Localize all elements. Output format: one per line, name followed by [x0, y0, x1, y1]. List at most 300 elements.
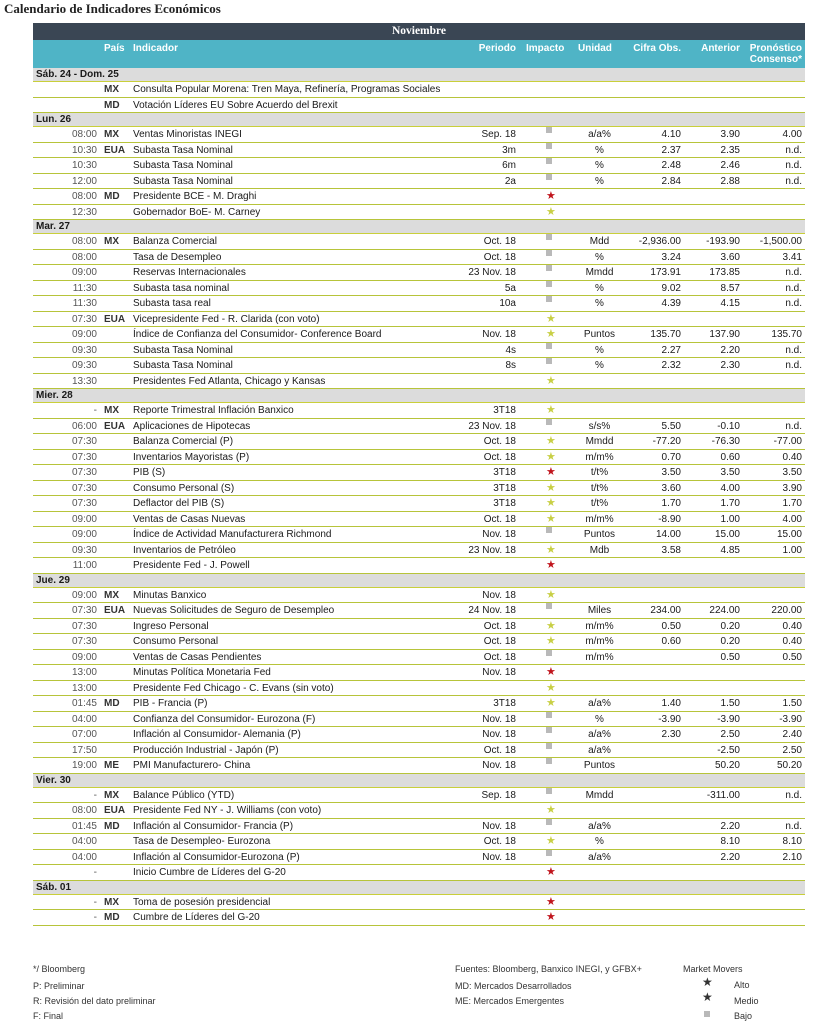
time-cell: - [93, 789, 97, 801]
unit-cell: % [595, 344, 604, 356]
observed-cell: 5.50 [661, 420, 681, 432]
unit-cell: a/a% [588, 129, 611, 140]
observed-cell: -77.20 [652, 436, 681, 447]
unit-cell: % [595, 298, 604, 309]
indicator-cell: Votación Líderes EU Sobre Acuerdo del Brexit [133, 99, 338, 111]
time-cell: 07:30 [71, 498, 97, 509]
previous-cell: 8.10 [720, 836, 740, 847]
previous-cell: 4.00 [720, 482, 740, 494]
period-cell: 8s [505, 360, 516, 371]
period-cell: 4s [505, 344, 516, 356]
time-cell: 09:00 [71, 651, 97, 663]
indicator-cell: Presidente Fed - J. Powell [133, 560, 250, 571]
pais-cell: MX [104, 589, 119, 601]
indicator-cell: PIB (S) [133, 467, 166, 478]
table-row [33, 82, 805, 98]
table-row: 07:30 Inventarios Mayoristas (P) Oct. 18 m/m% 0.70 0.60 0.40 ★ [33, 450, 805, 466]
previous-cell: 2.20 [720, 820, 740, 832]
period-cell: Nov. 18 [482, 713, 516, 725]
table-row [33, 712, 805, 728]
period-cell: Nov. 18 [482, 820, 516, 832]
unit-cell: % [595, 282, 604, 294]
table-row [33, 603, 805, 619]
alto-star-icon: ★ [702, 975, 713, 989]
forecast-cell: 0.40 [782, 620, 802, 632]
observed-cell: -3.90 [658, 713, 681, 725]
period-cell: 23 Nov. 18 [468, 267, 516, 278]
time-cell: - [93, 912, 97, 923]
col-consenso: Consenso* [749, 54, 802, 65]
forecast-cell: 3.90 [782, 482, 802, 494]
indicator-cell: Subasta Tasa Nominal [133, 175, 233, 187]
indicator-cell: Ventas de Casas Pendientes [133, 651, 262, 663]
forecast-cell: 2.40 [782, 729, 802, 740]
unit-cell: % [595, 175, 604, 187]
observed-cell: 3.58 [661, 544, 681, 556]
unit-cell: % [595, 836, 604, 847]
unit-cell: % [595, 144, 604, 156]
time-cell: 12:00 [71, 175, 97, 187]
time-cell: 13:00 [71, 682, 97, 694]
table-row: 13:30 Presidentes Fed Atlanta, Chicago y Kansas ★ [33, 374, 805, 390]
table-row: 07:30 EUA Vicepresidente Fed - R. Clarida (con voto) ★ [33, 312, 805, 328]
forecast-cell: 135.70 [771, 329, 802, 340]
time-cell: - [93, 405, 97, 416]
time-cell: 08:00 [71, 236, 97, 247]
time-cell: 11:30 [72, 298, 97, 309]
pais-cell: EUA [104, 313, 126, 325]
indicator-cell: Consumo Personal [133, 636, 219, 647]
day-header: Mar. 27 [33, 220, 805, 234]
col-unidad: Unidad [578, 43, 612, 54]
indicator-cell: Presidente Fed NY - J. Williams (con voto) [133, 805, 322, 816]
period-cell: Nov. 18 [482, 851, 516, 863]
time-cell: 04:00 [71, 836, 97, 847]
previous-cell: 1.00 [720, 513, 740, 525]
observed-cell: 0.60 [661, 636, 681, 647]
indicator-cell: Cumbre de Líderes del G-20 [133, 912, 260, 923]
time-cell: 09:00 [71, 267, 97, 278]
period-cell: Oct. 18 [483, 744, 516, 756]
time-cell: 17:50 [71, 744, 97, 756]
unit-cell: m/m% [585, 451, 614, 463]
time-cell: 07:30 [71, 482, 97, 494]
indicator-cell: Nuevas Solicitudes de Seguro de Desempleo [133, 605, 335, 616]
table-row: 12:30 Gobernador BoE- M. Carney ★ [33, 205, 805, 221]
table-row [33, 788, 805, 804]
indicator-cell: Índice de Actividad Manufacturera Richmond [133, 529, 332, 540]
col-cifra: Cifra Obs. [633, 43, 681, 54]
unit-cell: % [595, 713, 604, 725]
forecast-cell: 3.50 [782, 467, 802, 478]
observed-cell: 173.91 [650, 267, 681, 278]
pais-cell: EUA [104, 144, 126, 156]
table-row [33, 250, 805, 266]
time-cell: 07:30 [71, 605, 97, 616]
previous-cell: 4.85 [720, 544, 740, 556]
pais-cell: MD [104, 912, 120, 923]
table-row: 07:30 Balanza Comercial (P) Oct. 18 Mmdd -77.20 -76.30 -77.00 ★ [33, 434, 805, 450]
day-header: Sáb. 24 - Dom. 25 [33, 68, 805, 82]
indicator-cell: Deflactor del PIB (S) [133, 498, 225, 509]
indicator-cell: Subasta tasa real [133, 298, 211, 309]
forecast-cell: 1.70 [782, 498, 802, 509]
indicator-cell: Ventas de Casas Nuevas [133, 513, 246, 525]
observed-cell: 2.27 [661, 344, 681, 356]
forecast-cell: 4.00 [782, 129, 802, 140]
indicator-cell: Balanza Comercial (P) [133, 436, 234, 447]
day-header: Vier. 30 [33, 774, 805, 788]
table-row: - MD Cumbre de Líderes del G-20 ★ [33, 910, 805, 926]
indicator-cell: Balanza Comercial [133, 236, 217, 247]
previous-cell: -2.50 [717, 744, 740, 756]
indicator-cell: Tasa de Desempleo [133, 251, 222, 263]
previous-cell: 0.60 [720, 451, 740, 463]
unit-cell: a/a% [588, 729, 611, 740]
indicator-cell: Gobernador BoE- M. Carney [133, 206, 261, 218]
previous-cell: 2.20 [720, 344, 740, 356]
table-row: 09:00 Ventas de Casas Nuevas Oct. 18 m/m% -8.90 1.00 4.00 ★ [33, 512, 805, 528]
forecast-cell: 4.00 [782, 513, 802, 525]
forecast-cell: -77.00 [773, 436, 802, 447]
table-row [33, 127, 805, 143]
indicator-cell: Inventarios Mayoristas (P) [133, 451, 250, 463]
period-cell: 3T18 [493, 482, 516, 494]
indicator-cell: Balance Público (YTD) [133, 789, 235, 801]
previous-cell: 0.20 [720, 620, 740, 632]
note-revision: R: Revisión del dato preliminar [33, 996, 156, 1006]
forecast-cell: 3.41 [782, 251, 802, 263]
observed-cell: 2.30 [661, 729, 681, 740]
indicator-cell: Minutas Política Monetaria Fed [133, 667, 271, 678]
period-cell: 3T18 [493, 498, 516, 509]
time-cell: 11:00 [72, 560, 97, 571]
unit-cell: m/m% [585, 651, 614, 663]
time-cell: 13:00 [71, 667, 97, 678]
period-cell: Oct. 18 [483, 251, 516, 263]
observed-cell: 2.37 [661, 144, 681, 156]
unit-cell: a/a% [588, 744, 611, 756]
forecast-cell: 1.00 [782, 544, 802, 556]
time-cell: 07:30 [71, 467, 97, 478]
forecast-cell: n.d. [785, 344, 802, 356]
previous-cell: -0.10 [717, 420, 740, 432]
period-cell: 6m [502, 160, 516, 171]
unit-cell: a/a% [588, 851, 611, 863]
period-cell: 2a [504, 175, 516, 187]
period-cell: 3T18 [493, 405, 516, 416]
pais-cell: EUA [104, 805, 126, 816]
forecast-cell: 15.00 [776, 529, 802, 540]
time-cell: 09:00 [71, 589, 97, 601]
table-row [33, 419, 805, 435]
forecast-cell: 50.20 [776, 760, 802, 771]
indicator-cell: Ventas Minoristas INEGI [133, 129, 242, 140]
forecast-cell: n.d. [785, 360, 802, 371]
indicator-cell: Presidentes Fed Atlanta, Chicago y Kansas [133, 375, 326, 387]
previous-cell: 0.20 [720, 636, 740, 647]
table-row [33, 527, 805, 543]
legend-bajo: Bajo [734, 1011, 753, 1021]
time-cell: 04:00 [71, 713, 97, 725]
month-header: Noviembre [33, 23, 805, 40]
time-cell: - [93, 896, 97, 908]
time-cell: 01:45 [71, 698, 97, 709]
unit-cell: m/m% [585, 620, 614, 632]
time-cell: 19:00 [71, 760, 97, 771]
indicator-cell: Subasta Tasa Nominal [133, 344, 233, 356]
previous-cell: -193.90 [706, 236, 740, 247]
forecast-cell: 0.40 [782, 451, 802, 463]
previous-cell: 0.50 [720, 651, 740, 663]
previous-cell: 224.00 [709, 605, 740, 616]
table-row: 11:00 Presidente Fed - J. Powell ★ [33, 558, 805, 574]
unit-cell: m/m% [585, 513, 614, 525]
time-cell: 09:30 [71, 544, 97, 556]
indicator-cell: Inflación al Consumidor-Eurozona (P) [133, 851, 300, 863]
bajo-square-icon [704, 1008, 710, 1018]
forecast-cell: n.d. [785, 820, 802, 832]
time-cell: 12:30 [71, 206, 97, 218]
time-cell: 09:00 [71, 513, 97, 525]
footer-me: ME: Mercados Emergentes [455, 996, 565, 1006]
previous-cell: 4.15 [720, 298, 740, 309]
period-cell: Oct. 18 [483, 436, 516, 447]
indicator-cell: Presidente BCE - M. Draghi [133, 191, 257, 202]
previous-cell: 50.20 [714, 760, 740, 771]
table-row: 07:30 Ingreso Personal Oct. 18 m/m% 0.50 0.20 0.40 ★ [33, 619, 805, 635]
pais-cell: EUA [104, 605, 126, 616]
period-cell: Oct. 18 [483, 451, 516, 463]
unit-cell: Puntos [583, 529, 616, 540]
day-header: Sáb. 01 [33, 881, 805, 895]
previous-cell: 3.90 [720, 129, 740, 140]
table-row [33, 265, 805, 281]
period-cell: 23 Nov. 18 [468, 420, 516, 432]
table-row [33, 234, 805, 250]
forecast-cell: n.d. [785, 298, 802, 309]
period-cell: Sep. 18 [481, 789, 516, 801]
unit-cell: a/a% [588, 698, 611, 709]
time-cell: 01:45 [71, 820, 97, 832]
previous-cell: 1.50 [720, 698, 740, 709]
time-cell: 07:00 [71, 729, 97, 740]
pais-cell: MD [104, 820, 120, 832]
footer-fuentes: Fuentes: Bloomberg, Banxico INEGI, y GFBX+ [455, 964, 642, 974]
forecast-cell: n.d. [785, 144, 802, 156]
time-cell: 07:30 [71, 620, 97, 632]
indicator-cell: Subasta Tasa Nominal [133, 160, 233, 171]
indicator-cell: Reservas Internacionales [133, 267, 246, 278]
indicator-cell: Vicepresidente Fed - R. Clarida (con voto) [133, 313, 320, 325]
unit-cell: t/t% [590, 498, 609, 509]
table-row: 09:00 Índice de Confianza del Consumidor- Conference Board Nov. 18 Puntos 135.70 137.90 135.70 ★ [33, 327, 805, 343]
period-cell: Nov. 18 [482, 529, 516, 540]
time-cell: 07:30 [71, 636, 97, 647]
medio-star-icon: ★ [702, 990, 713, 1004]
time-cell: 10:30 [71, 160, 97, 171]
time-cell: - [93, 867, 97, 878]
period-cell: Nov. 18 [482, 329, 516, 340]
indicator-cell: Ingreso Personal [133, 620, 209, 632]
indicator-cell: Subasta Tasa Nominal [133, 360, 233, 371]
indicator-cell: Aplicaciones de Hipotecas [133, 420, 251, 432]
time-cell: 11:30 [72, 282, 97, 294]
forecast-cell: -1,500.00 [759, 236, 802, 247]
pais-cell: MX [104, 789, 119, 801]
forecast-cell: 220.00 [771, 605, 802, 616]
indicator-cell: Presidente Fed Chicago - C. Evans (sin voto) [133, 682, 334, 694]
period-cell: 23 Nov. 18 [468, 544, 516, 556]
forecast-cell: n.d. [785, 420, 802, 432]
indicator-cell: Minutas Banxico [133, 589, 207, 601]
observed-cell: -8.90 [658, 513, 681, 525]
table-row: 07:30 PIB (S) 3T18 t/t% 3.50 3.50 3.50 ★ [33, 465, 805, 481]
table-row [33, 296, 805, 312]
period-cell: Oct. 18 [483, 636, 516, 647]
observed-cell: 4.39 [661, 298, 681, 309]
previous-cell: -76.30 [711, 436, 740, 447]
table-row: 07:30 Consumo Personal Oct. 18 m/m% 0.60 0.20 0.40 ★ [33, 634, 805, 650]
table-row: 04:00 Tasa de Desempleo- Eurozona Oct. 18 % 8.10 8.10 ★ [33, 834, 805, 850]
previous-cell: 137.90 [709, 329, 740, 340]
unit-cell: Miles [587, 605, 612, 616]
observed-cell: 1.70 [661, 498, 681, 509]
market-movers-title: Market Movers [683, 964, 743, 974]
observed-cell: 3.60 [661, 482, 681, 494]
footer-md: MD: Mercados Desarrollados [455, 981, 572, 991]
indicator-cell: Toma de posesión presidencial [133, 896, 271, 908]
unit-cell: t/t% [590, 467, 609, 478]
indicator-cell: PMI Manufacturero- China [133, 760, 251, 771]
col-impacto: Impacto [526, 43, 565, 54]
time-cell: 06:00 [71, 420, 97, 432]
pais-cell: EUA [104, 420, 126, 432]
observed-cell: 4.10 [661, 129, 681, 140]
observed-cell: 3.50 [661, 467, 681, 478]
period-cell: 24 Nov. 18 [468, 605, 516, 616]
indicator-cell: PIB - Francia (P) [133, 698, 208, 709]
observed-cell: 3.24 [661, 251, 681, 263]
time-cell: 10:30 [71, 144, 97, 156]
unit-cell: % [595, 160, 604, 171]
indicator-cell: Reporte Trimestral Inflación Banxico [133, 405, 294, 416]
table-row [33, 143, 805, 159]
time-cell: 09:00 [71, 329, 97, 340]
day-header: Mier. 28 [33, 389, 805, 403]
forecast-cell: 1.50 [782, 698, 802, 709]
period-cell: Nov. 18 [482, 729, 516, 740]
indicator-cell: Subasta Tasa Nominal [133, 144, 233, 156]
table-row [33, 98, 805, 114]
observed-cell: 2.32 [661, 360, 681, 371]
col-pronostico: Pronóstico [749, 43, 802, 54]
indicator-cell: Producción Industrial - Japón (P) [133, 744, 279, 756]
note-final: F: Final [33, 1011, 64, 1021]
unit-cell: t/t% [590, 482, 609, 494]
time-cell: 04:00 [71, 851, 97, 863]
day-header: Lun. 26 [33, 113, 805, 127]
period-cell: 3m [502, 144, 516, 156]
indicator-cell: Confianza del Consumidor- Eurozona (F) [133, 713, 316, 725]
unit-cell: m/m% [585, 636, 614, 647]
previous-cell: 15.00 [714, 529, 740, 540]
note-preliminar: P: Preliminar [33, 981, 85, 991]
pais-cell: MD [104, 99, 120, 111]
observed-cell: -2,936.00 [638, 236, 681, 247]
col-anterior: Anterior [701, 43, 740, 54]
table-row [33, 174, 805, 190]
time-cell: 08:00 [71, 805, 97, 816]
forecast-cell: n.d. [785, 282, 802, 294]
forecast-cell: 0.40 [782, 636, 802, 647]
table-row: 13:00 Minutas Política Monetaria Fed Nov. 18 ★ [33, 665, 805, 681]
period-cell: 5a [504, 282, 516, 294]
table-row [33, 158, 805, 174]
unit-cell: s/s% [588, 420, 611, 432]
previous-cell: 2.20 [720, 851, 740, 863]
period-cell: 3T18 [493, 467, 516, 478]
legend-alto: Alto [734, 980, 750, 990]
pais-cell: MD [104, 698, 120, 709]
period-cell: Nov. 18 [482, 760, 516, 771]
period-cell: Nov. 18 [482, 667, 516, 678]
page-title: Calendario de Indicadores Económicos [4, 1, 221, 16]
table-row: - MX Reporte Trimestral Inflación Banxico 3T18 ★ [33, 403, 805, 419]
table-row [33, 727, 805, 743]
unit-cell: Mmdd [585, 267, 614, 278]
calendar-table [33, 23, 805, 926]
table-body [33, 68, 805, 926]
previous-cell: 2.50 [720, 729, 740, 740]
indicator-cell: Consumo Personal (S) [133, 482, 235, 494]
time-cell: 07:30 [71, 313, 97, 325]
table-row [33, 819, 805, 835]
table-row: 07:30 Consumo Personal (S) 3T18 t/t% 3.60 4.00 3.90 ★ [33, 481, 805, 497]
period-cell: 3T18 [493, 698, 516, 709]
legend-medio: Medio [734, 996, 759, 1006]
observed-cell: 1.40 [661, 698, 681, 709]
time-cell: 09:30 [71, 360, 97, 371]
time-cell: 07:30 [71, 451, 97, 463]
previous-cell: 3.60 [720, 251, 740, 263]
unit-cell: a/a% [588, 820, 611, 832]
col-periodo: Periodo [478, 43, 516, 54]
time-cell: 09:00 [71, 529, 97, 540]
col-indicador: Indicador [133, 43, 179, 54]
observed-cell: 135.70 [650, 329, 681, 340]
period-cell: Oct. 18 [483, 836, 516, 847]
table-row [33, 758, 805, 774]
forecast-cell: 0.50 [782, 651, 802, 663]
day-header: Jue. 29 [33, 574, 805, 588]
period-cell: 10a [499, 298, 516, 309]
indicator-cell: Inflación al Consumidor- Alemania (P) [133, 729, 301, 740]
indicator-cell: Subasta tasa nominal [133, 282, 230, 294]
table-row: 08:00 MD Presidente BCE - M. Draghi ★ [33, 189, 805, 205]
column-headers [33, 40, 805, 68]
period-cell: Oct. 18 [483, 620, 516, 632]
table-row [33, 743, 805, 759]
unit-cell: % [595, 251, 604, 263]
forecast-cell: n.d. [785, 175, 802, 187]
unit-cell: Mdb [589, 544, 610, 556]
indicator-cell: Inicio Cumbre de Líderes del G-20 [133, 867, 286, 878]
indicator-cell: Inflación al Consumidor- Francia (P) [133, 820, 294, 832]
previous-cell: 1.70 [720, 498, 740, 509]
observed-cell: 14.00 [655, 529, 681, 540]
period-cell: Sep. 18 [481, 129, 516, 140]
